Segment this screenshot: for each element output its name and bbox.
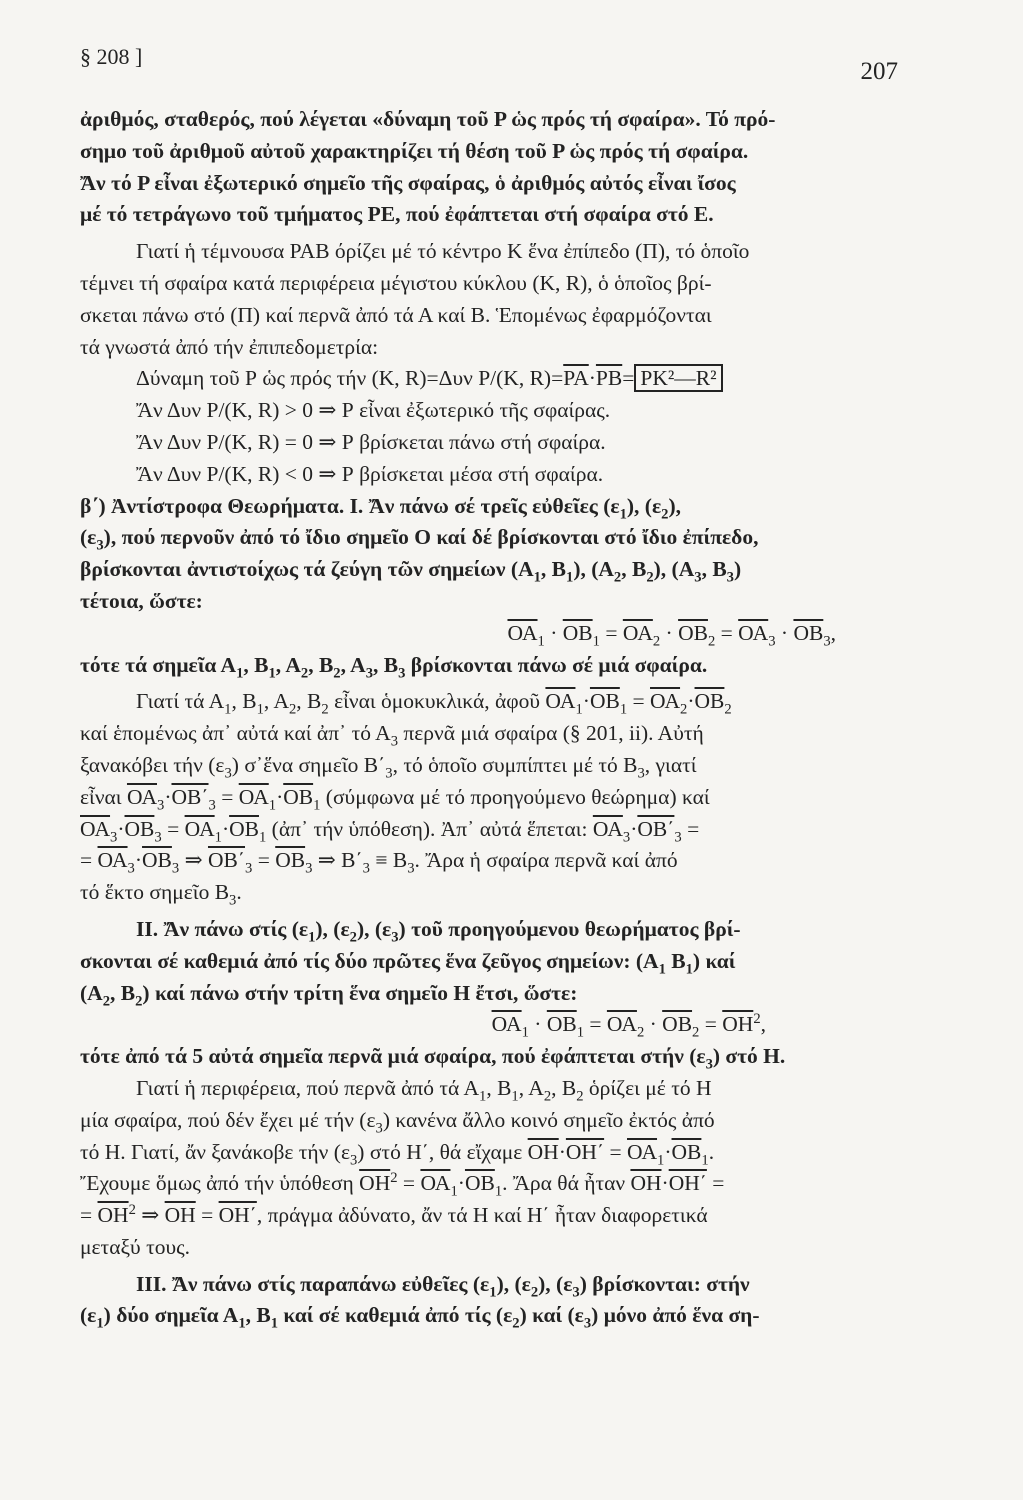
text-line: ἀριθμός, σταθερός, πού λέγεται «δύναμη τοῦ Ρ ὡς πρός τή σφαίρα». Τό πρό- [80,107,776,131]
text-line: Ἄν Δυν Ρ/(Κ, R) > 0 ⇒ Ρ εἶναι ἐξωτερικό τῆς σφαίρας. [136,398,611,423]
text-line: τότε ἀπό τά 5 αὐτά σημεῖα περνᾶ μιά σφαίρα, πού ἐφάπτεται στήν $(\varepsilon_3)$ στό Η. [80,1044,786,1073]
page-header [80,44,898,84]
page-body [80,104,906,1332]
theorem-heading: ΙΙ. Ἄν πάνω στίς $(\varepsilon_1)$, $(\varepsilon_2)$, $(\varepsilon_3)$ τοῦ προηγούμενου θεωρήματος βρί- [136,916,741,946]
text-line: = $\overline{OA}_3\cdot\overline{OB}_3$ ⇒ $\overline{OB΄}_3 = \overline{OB}_3$ ⇒ $B΄_3 \equiv B_3$. Ἄρα ἡ σφαίρα περνᾶ καί ἀπό [80,848,678,877]
text-line: μέ τό τετράγωνο τοῦ τμήματος ΡΕ, πού ἐφάπτεται στή σφαίρα στό Ε. [80,202,714,227]
text-line: μεταξύ τους. [80,1234,190,1259]
text-line: σκονται σέ καθεμιά ἀπό τίς δύο πρῶτες ἕνα ζεῦγος σημείων: ($A_1$ $B_1$) καί [80,948,736,978]
boxed-formula: ΡΚ²—R² [634,364,722,392]
text-line: Γιατί ἡ περιφέρεια, πού περνᾶ ἀπό τά $A_1$, $B_1$, $A_2$, $B_2$ ὁρίζει μέ τό Η [136,1075,712,1105]
text-line: τέμνει τή σφαίρα κατά περιφέρεια μέγιστου κύκλου (Κ, R), ὁ ὁποῖος βρί- [80,270,712,295]
theorem-heading: β΄) Ἀντίστροφα Θεωρήματα. Ι. Ἄν πάνω σέ τρεῖς εὐθεῖες $(\varepsilon_1)$, $(\varepsilon_2)$, [80,493,682,522]
text-line: καί ἑπομένως ἀπ᾽ αὐτά καί ἀπ᾽ τό $A_3$ περνᾶ μιά σφαίρα (§ 201, ii). Αὐτή [80,721,704,750]
text-line: Ἄν Δυν Ρ/(Κ, R) < 0 ⇒ Ρ βρίσκεται μέσα στή σφαίρα. [136,461,604,486]
text-line: $(\varepsilon_1)$ δύο σημεῖα $A_1$, $B_1$ καί σέ καθεμιά ἀπό τίς $(\varepsilon_2)$ καί $(\varepsilon_3)$ μόνο ἀπό ἕνα ση- [80,1303,760,1332]
power-formula: Δύναμη τοῦ Ρ ὡς πρός τήν (Κ, R)=Δυν Ρ/(Κ, $R)=\overline{PA}\cdot\overline{PB}=$ ΡΚ²—R² [80,363,906,395]
text-line: μία σφαίρα, πού δέν ἔχει μέ τήν $(\varepsilon_3)$ κανένα ἄλλο κοινό σημεῖο ἐκτός ἀπό [80,1107,715,1136]
equation: $\overline{OA}_1 \cdot \overline{OB}_1 = \overline{OA}_2 \cdot \overline{OB}_2 = \overline{OH}^2$, [491,1011,766,1041]
text-line: Γιατί ἡ τέμνουσα ΡΑΒ όρίζει μέ τό κέντρο Κ ἕνα ἐπίπεδο (Π), τό ὁποῖο [136,239,750,264]
section-reference: § 208 ] [80,44,143,69]
text-line: ($A_2$, $B_2$) καί πάνω στήν τρίτη ἕνα σημεῖο Η ἔτσι, ὥστε: [80,980,578,1009]
text-line: εἶναι $\overline{OA}_3\cdot\overline{OB΄}_3 = \overline{OA}_1\cdot\overline{OB}_1$ (σύμφωνα μέ τό προηγούμενο θεώρημα) καί [80,784,710,814]
power-text: Δύναμη τοῦ Ρ ὡς πρός τήν (Κ, R)=Δυν Ρ/(Κ, R)= [136,366,564,391]
text-line: Γιατί τά $A_1$, $B_1$, $A_2$, $B_2$ εἶναι ὁμοκυκλικά, ἀφοῦ $\overline{OA}_1\cdot\overline{OB}_1 = \overline{OA}_2\cdot\overline{OB}_2$ [136,689,732,718]
equation: $\overline{OA}_1 \cdot \overline{OB}_1 = \overline{OA}_2 \cdot \overline{OB}_2 = \overline{OA}_3 \cdot \overline{OB}_3$, [507,620,836,650]
text-line: Ἄν Δυν Ρ/(Κ, R) = 0 ⇒ Ρ βρίσκεται πάνω στή σφαίρα. [136,429,606,454]
text-line: τό Η. Γιατί, ἄν ξανάκοβε τήν $(\varepsilon_3)$ στό Η΄, θά εἴχαμε $\overline{OH}\cdot\overline{OH΄} = \overline{OA}_1\cdot\overline{OB}_1$. [80,1139,715,1168]
page-number: 207 [860,58,898,85]
text-line: $\overline{OA}_3\cdot\overline{OB}_3 = \overline{OA}_1\cdot\overline{OB}_1$ (ἀπ᾽ τήν ὑπόθεση). Ἀπ᾽ αὐτά ἕπεται: $\overline{OA}_3\cdot\overline{OB΄}_3$ = [80,816,700,845]
text-line: τά γνωστά ἀπό τήν ἐπιπεδομετρία: [80,334,379,359]
text-line: Ἄν τό Ρ εἶναι ἐξωτερικό σημεῖο τῆς σφαίρας, ὁ ἀριθμός αὐτός εἶναι ἴσος [80,170,736,195]
text-line: τότε τά σημεῖα $A_1$, $B_1$, $A_2$, $B_2$, $A_3$, $B_3$ βρίσκονται πάνω σέ μιά σφαίρα. [80,652,708,681]
text-line: $(\varepsilon_3)$, πού περνοῦν ἀπό τό ἴδιο σημεῖο Ο καί δέ βρίσκονται στό ἴδιο ἐπίπεδο, [80,525,759,554]
text-line: τέτοια, ὥστε: [80,588,203,613]
text-line: τό ἕκτο σημεῖο $B_3$. [80,880,242,909]
text-line: σκεται πάνω στό (Π) καί περνᾶ ἀπό τά Α καί Β. Ἑπομένως ἐφαρμόζονται [80,302,712,327]
text-line: βρίσκονται ἀντιστοίχως τά ζεύγη τῶν σημείων ($A_1$, $B_1$), ($A_2$, $B_2$), ($A_3$, $B_3$) [80,557,742,586]
text-line: Ἔχουμε ὅμως ἀπό τήν ὑπόθεση $\overline{OH}^2 = \overline{OA}_1\cdot\overline{OB}_1$. Ἄρα θά ἦταν $\overline{OH}\cdot\overline{OH΄}$ = [80,1170,725,1200]
text-line: ξανακόβει τήν $(\varepsilon_3)$ σ᾽ἕνα σημεῖο $B΄_3$, τό ὁποῖο συμπίπτει μέ τό $B_3$, γιατί [80,752,697,782]
text-line: σημο τοῦ ἀριθμοῦ αὐτοῦ χαρακτηρίζει τή θέση τοῦ Ρ ὡς πρός τή σφαίρα. [80,138,749,163]
theorem-heading: ΙΙΙ. Ἄν πάνω στίς παραπάνω εὐθεῖες $(\varepsilon_1)$, $(\varepsilon_2)$, $(\varepsilon_3)$ βρίσκονται: στήν [136,1271,750,1300]
text-line: = $\overline{OH}^2$ ⇒ $\overline{OH} = \overline{OH΄}$, πράγμα ἀδύνατο, ἄν τά Η καί Η΄ ἦταν διαφορετικά [80,1201,708,1228]
